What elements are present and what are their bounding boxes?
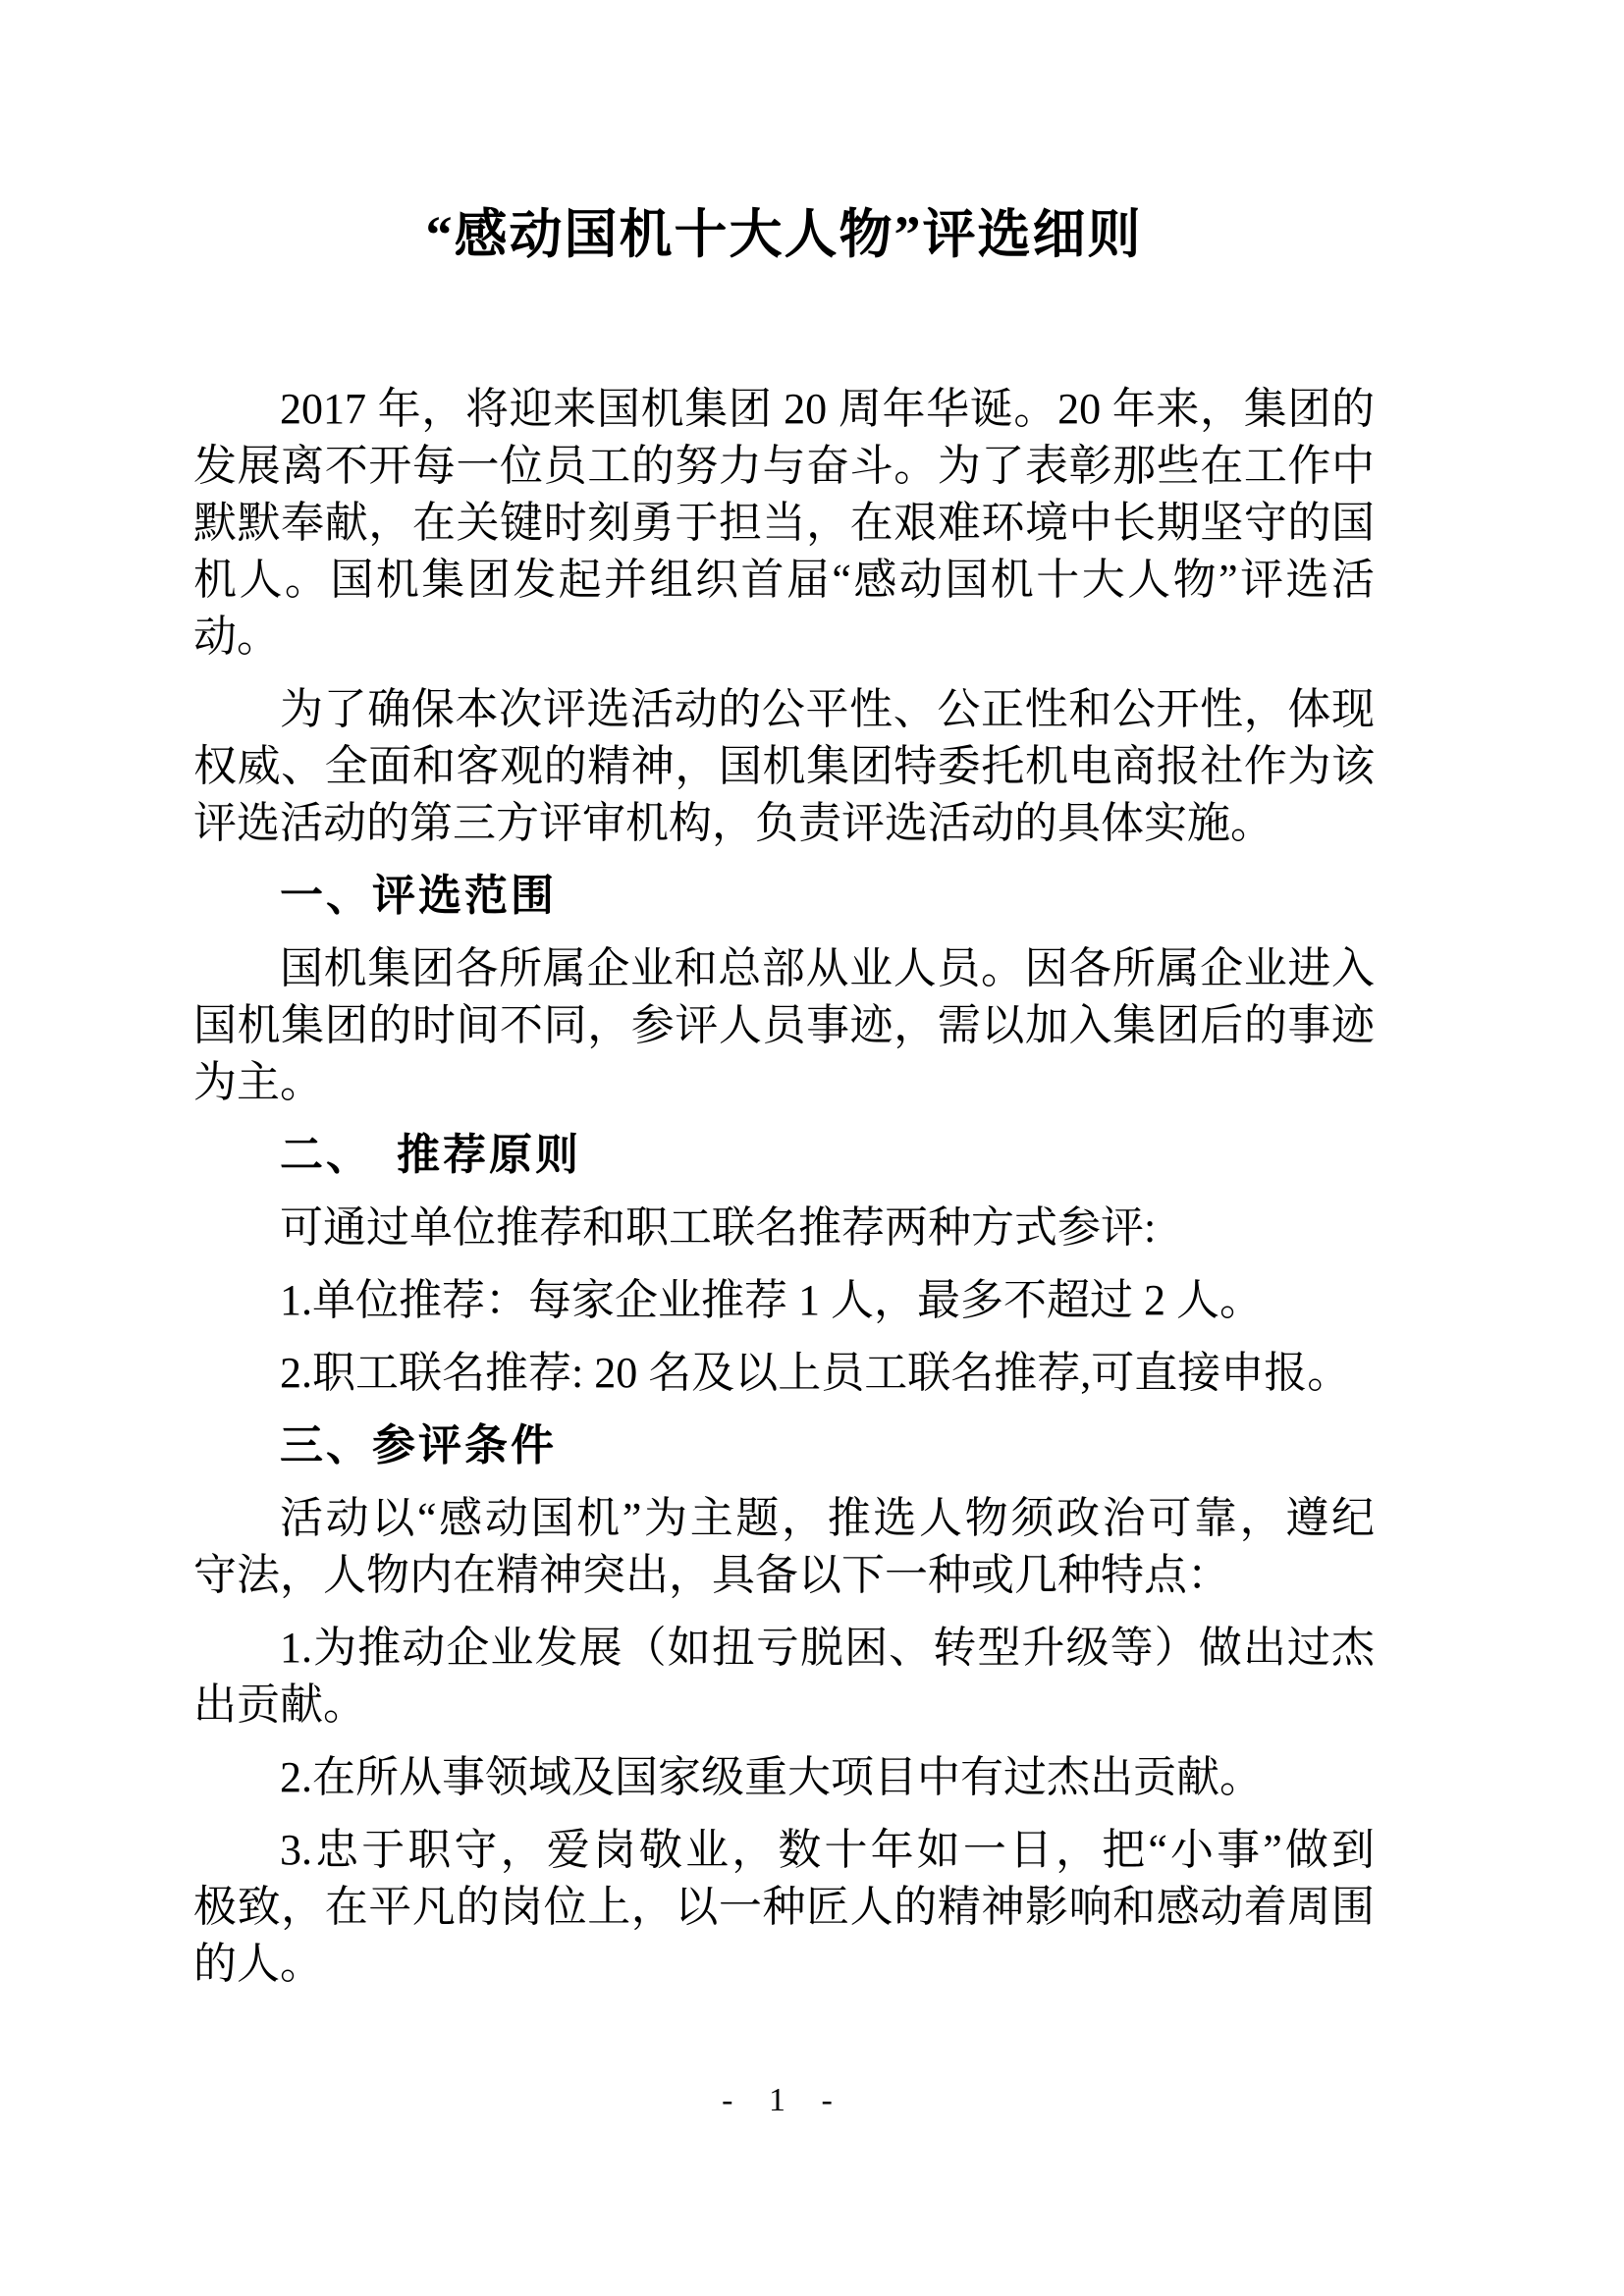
text-line: 2017 年，将迎来国机集团 20 周年华诞。20 年来，集团的 (280, 385, 1375, 433)
paragraph (193, 1620, 1375, 1734)
page-number: - 1 - (722, 2082, 846, 2118)
text-line: 机人。国机集团发起并组织首届“感动国机十大人物”评选活 (193, 556, 1375, 604)
section-heading: 二、 推荐原则 (280, 1131, 581, 1179)
paragraph (193, 1490, 1375, 1604)
text-line: 守法，人物内在精神突出，具备以下一种或几种特点： (193, 1551, 1230, 1599)
section-heading: 三、参评条件 (280, 1421, 557, 1469)
section-heading: 一、评选范围 (280, 872, 557, 920)
text-line: 为主。 (193, 1058, 323, 1106)
paragraph (193, 1345, 1375, 1402)
text-line: 默默奉献，在关键时刻勇于担当，在艰难环境中长期坚守的国 (193, 499, 1375, 547)
text-line: 的人。 (193, 1940, 323, 1988)
text-line: 可通过单位推荐和职工联名推荐两种方式参评: (280, 1203, 1157, 1252)
text-line: 国机集团的时间不同，参评人员事迹，需以加入集团后的事迹 (193, 1001, 1375, 1049)
text-line: 2.在所从事领域及国家级重大项目中有过杰出贡献。 (280, 1753, 1263, 1801)
paragraph (193, 940, 1375, 1111)
text-line: 极致，在平凡的岗位上，以一种匠人的精神影响和感动着周围 (193, 1883, 1375, 1931)
text-line: 国机集团各所属企业和总部从业人员。因各所属企业进入 (280, 944, 1375, 992)
text-line: 1.单位推荐：每家企业推荐 1 人，最多不超过 2 人。 (280, 1276, 1263, 1324)
text-line: 权威、全面和客观的精神，国机集团特委托机电商报社作为该 (193, 742, 1375, 790)
text-line: 出贡献。 (193, 1681, 366, 1729)
text-line: 发展离不开每一位员工的努力与奋斗。为了表彰那些在工作中 (193, 442, 1375, 490)
paragraph (193, 1822, 1375, 1993)
text-line: 为了确保本次评选活动的公平性、公正性和公开性，体现 (280, 685, 1375, 733)
paragraph (193, 1749, 1375, 1806)
text-line: 活动以“感动国机”为主题，推选人物须政治可靠，遵纪 (280, 1494, 1375, 1542)
text-line: 评选活动的第三方评审机构，负责评选活动的具体实施。 (193, 799, 1273, 847)
text-line: 3.忠于职守，爱岗敬业，数十年如一日，把“小事”做到 (280, 1826, 1375, 1874)
paragraph (193, 1272, 1375, 1329)
text-line: 1.为推动企业发展（如扭亏脱困、转型升级等）做出过杰 (280, 1624, 1375, 1672)
paragraph (193, 381, 1375, 666)
document-title: “感动国机十大人物”评选细则 (425, 205, 1143, 264)
text-line: 2.职工联名推荐: 20 名及以上员工联名推荐,可直接申报。 (280, 1349, 1351, 1397)
paragraph (193, 681, 1375, 852)
paragraph (193, 1200, 1375, 1256)
document-body (193, 381, 1375, 2008)
text-line: 动。 (193, 613, 280, 661)
